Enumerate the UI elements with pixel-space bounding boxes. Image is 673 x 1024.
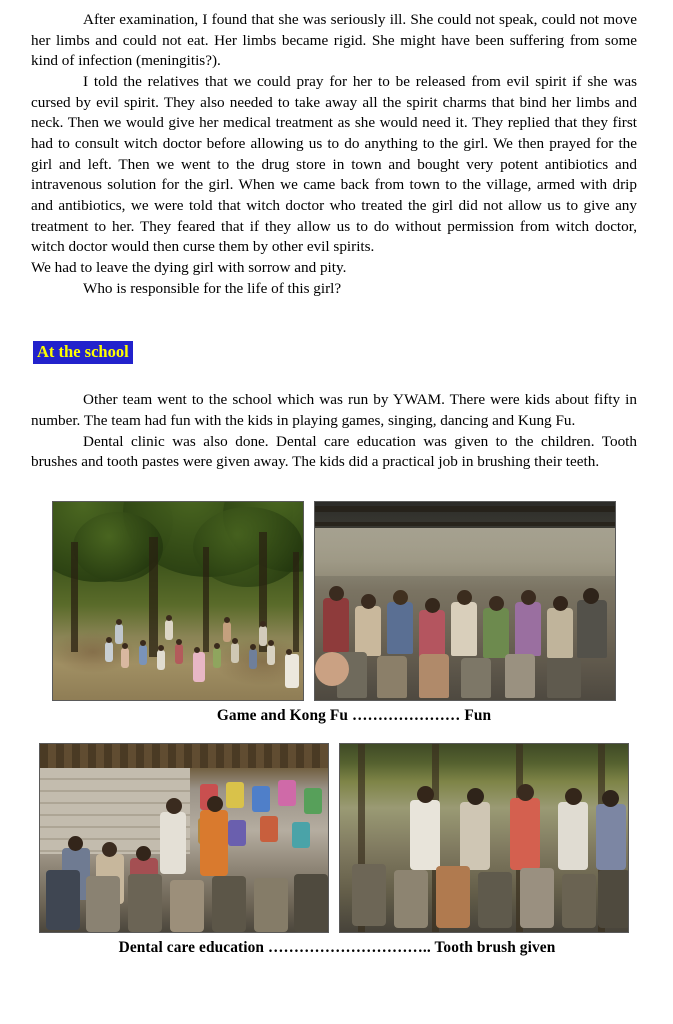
paragraph-1: After examination, I found that she was seriously ill. She could not speak, could not move her limbs and could not eat. Her limbs became rigid. She might have been suffering from some kind of infection (meningitis?).: [31, 11, 637, 70]
figure-caption-row-2: Dental care education ………………………….. Tooth brush given: [118, 938, 556, 956]
paragraph-2: I told the relatives that we could pray for her to be released from evil spirit if she was cursed by evil spirit. They also needed to take away all the spirit charms that bind her limbs and neck. Then we would give her medical treatment as she would need it. They replied that they first had to consult witch doctor before allowing us to do anything to the girl. We then prayed for the girl and left. Then we went to the drug store in town and bought very potent antibiotics and intravenous solution for the girl. When we came back from town to the village, armed with drip and antibiotics, we were told that witch doctor who treated the girl did not allow us to give any treatment to her. They feared that if they allow us to do without permission from witch doctor, witch doctor would then curse them by other evil spirits.: [31, 73, 637, 256]
spacer: [31, 364, 637, 390]
paragraph-4: Who is responsible for the life of this girl?: [83, 279, 342, 297]
section-heading-wrapper: [31, 341, 637, 364]
figure-section: [31, 501, 637, 957]
photo-dental-education: [39, 743, 329, 933]
figure-caption-row-1: Game and Kong Fu ………………… Fun: [216, 706, 492, 724]
photo-game-circle: [52, 501, 304, 701]
paragraph-3: We had to leave the dying girl with sorrow and pity.: [31, 259, 347, 277]
section-heading: At the school: [33, 341, 133, 364]
photo-classroom-kids: [314, 501, 616, 701]
paragraph-5: Other team went to the school which was run by YWAM. There were kids about fifty in number. The team had fun with the kids in playing games, singing, dancing and Kung Fu.: [31, 391, 637, 429]
paragraph-6: Dental clinic was also done. Dental care education was given to the children. Tooth brushes and tooth pastes were given away. The kids did a practical job in brushing their teeth.: [31, 432, 637, 471]
photo-toothbrush-given: [339, 743, 629, 933]
figure-row-2: [31, 743, 637, 933]
figure-row-1: [31, 501, 637, 701]
